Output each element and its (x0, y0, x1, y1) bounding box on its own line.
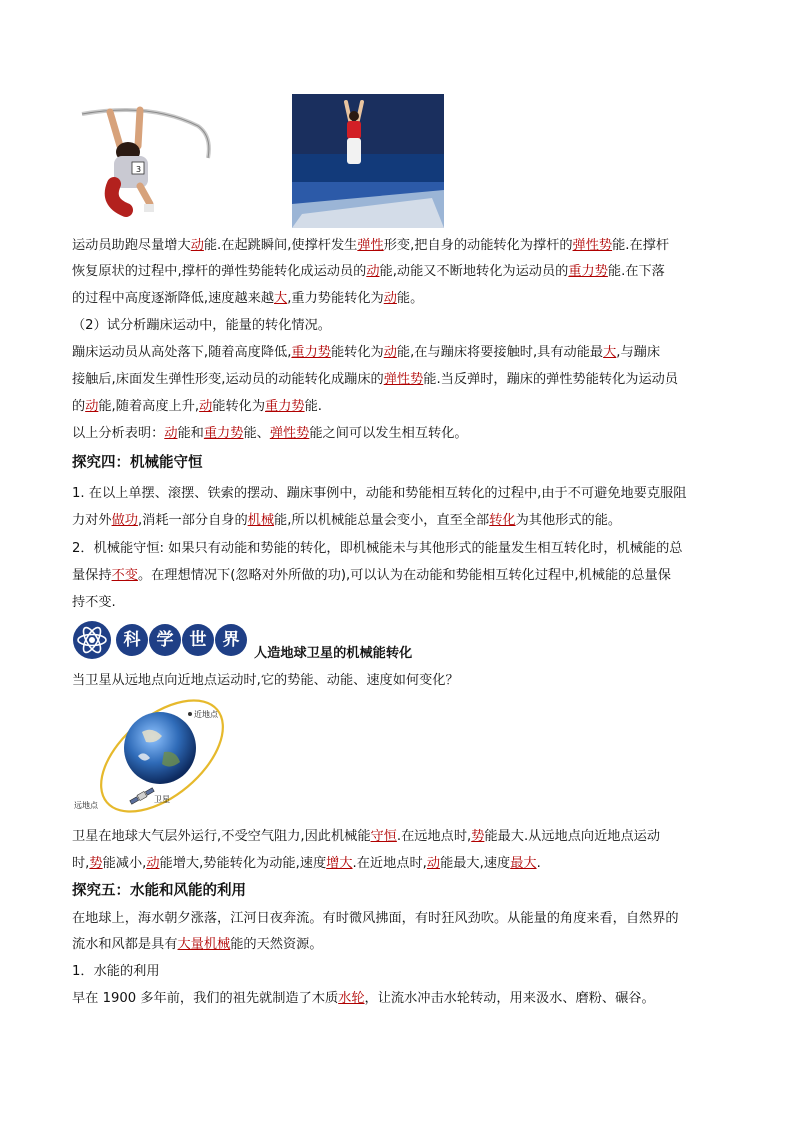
text: 能增大,势能转化为动能,速度 (159, 856, 327, 871)
apogee-label: 远地点 (74, 801, 98, 810)
text: 能.在起跳瞬间,使撑杆发生 (203, 238, 358, 253)
answer-blank: 弹性势 (572, 238, 613, 253)
answer-blank: 守恒 (370, 829, 397, 844)
text: .在远地点时, (396, 829, 472, 844)
perigee-label: 近地点 (194, 710, 218, 719)
text: 能.在下落 (607, 264, 665, 279)
question-2: （2）试分析蹦床运动中，能量的转化情况。 (72, 318, 331, 333)
text: 能减小, (102, 856, 147, 871)
answer-blank: 动 (85, 399, 99, 414)
paragraph-line (72, 424, 468, 444)
text: 能,随着高度上升, (98, 399, 200, 414)
text: 的过程中高度逐渐降低,速度越来越 (72, 291, 275, 306)
answer-blank: 增大 (326, 856, 353, 871)
text: 。在理想情况下(忽略对外所做的功),可以认为在动能和势能相互转化过程中,机械能的总量保 (137, 568, 671, 583)
text: 卫星在地球大气层外运行,不受空气阻力,因此机械能 (72, 829, 371, 844)
text: 运动员助跑尽量增大 (72, 238, 191, 253)
text: 能,在与蹦床将要接触时,具有动能最 (396, 345, 604, 360)
text: 能最大,速度 (440, 856, 511, 871)
answer-blank: 做功 (111, 513, 138, 528)
paragraph-line (72, 593, 116, 613)
text: 为其他形式的能。 (515, 513, 622, 528)
text: 的 (72, 399, 86, 414)
answer-blank: 不变 (111, 568, 138, 583)
pole-vaulter-photo (80, 106, 220, 222)
answer-blank: 动 (366, 264, 380, 279)
answer-blank: 大量 (177, 937, 204, 952)
paragraph-line (72, 854, 541, 874)
trampoline-athlete-photo (292, 94, 444, 228)
text: 形变,把自身的动能转化为撑杆的 (383, 238, 573, 253)
text: 能之间可以发生相互转化。 (309, 426, 468, 441)
text: 流水和风都是具有 (72, 937, 178, 952)
text: 1. 在以上单摆、滚摆、铁索的摆动、蹦床事例中，动能和势能相互转化的过程中,由于不可避免地要克服阻 (72, 486, 687, 501)
answer-blank: 弹性势 (269, 426, 310, 441)
atom-icon (72, 620, 112, 660)
answer-blank: 弹性势 (383, 372, 424, 387)
answer-blank: 动 (199, 399, 213, 414)
text: ,消耗一部分自身的 (137, 513, 248, 528)
banner-char: 界 (215, 624, 247, 656)
text: 2．机械能守恒: 如果只有动能和势能的转化，即机械能未与其他形式的能量发生相互转化时，机械能的总 (72, 541, 683, 556)
answer-blank: 大 (274, 291, 288, 306)
text: 能的天然资源。 (230, 937, 323, 952)
answer-blank: 重力势 (568, 264, 608, 279)
svg-text:3: 3 (136, 165, 142, 174)
text: 恢复原状的过程中,撑杆的弹性势能转化成运动员的 (72, 264, 367, 279)
paragraph-line (72, 484, 686, 504)
answer-blank: 动 (426, 856, 441, 871)
answer-blank: 大 (603, 345, 617, 360)
banner-char: 世 (182, 624, 214, 656)
paragraph-line (72, 539, 682, 559)
answer-blank: 转化 (489, 513, 516, 528)
paragraph-line (72, 511, 621, 531)
answer-blank: 动 (190, 238, 204, 253)
text: 接触后,床面发生弹性形变,运动员的动能转化成蹦床的 (72, 372, 384, 387)
text: 能.当反弹时，蹦床的弹性势能转化为运动员 (423, 372, 679, 387)
paragraph-line (72, 827, 660, 847)
text: 早在 1900 多年前，我们的祖先就制造了木质 (72, 991, 339, 1006)
text: 力对外 (72, 513, 112, 528)
text: 时, (72, 856, 90, 871)
text: 以上分析表明： (72, 426, 165, 441)
satellite-label: 卫星 (154, 795, 170, 804)
text: ,与蹦床 (616, 345, 661, 360)
answer-blank: 机械 (203, 937, 231, 952)
text: 能。 (396, 291, 424, 306)
text: 能转化为 (330, 345, 384, 360)
satellite-question: 当卫星从远地点向近地点运动时,它的势能、动能、速度如何变化？ (72, 673, 459, 688)
answer-blank: 动 (146, 856, 160, 871)
section-heading: 探究五：水能和风能的利用 (72, 883, 246, 899)
text: 能.在撑杆 (612, 238, 670, 253)
paragraph-line (72, 397, 322, 417)
paragraph-line (72, 370, 678, 390)
subsection-heading: 1．水能的利用 (72, 964, 160, 979)
answer-blank: 最大 (510, 856, 537, 871)
answer-blank: 势 (471, 829, 485, 844)
paragraph-line (72, 935, 323, 955)
earth-orbit-diagram (72, 698, 224, 818)
paragraph-line (72, 262, 665, 282)
answer-blank: 动 (383, 345, 397, 360)
text: 能. (304, 399, 322, 414)
answer-blank: 弹性 (357, 238, 384, 253)
answer-blank: 动 (164, 426, 178, 441)
text: ,重力势能转化为 (287, 291, 384, 306)
text: 能,所以机械能总量会变小，直至全部 (274, 513, 490, 528)
text: ，让流水冲击水轮转动，用来汲水、磨粉、碾谷。 (364, 991, 655, 1006)
paragraph-line (72, 566, 671, 586)
answer-blank: 重力势 (265, 399, 305, 414)
paragraph-line (72, 289, 423, 309)
text: 持不变. (72, 595, 116, 610)
answer-blank: 重力势 (291, 345, 331, 360)
paragraph-line (72, 989, 655, 1009)
paragraph-line (72, 236, 669, 256)
text: 能,动能又不断地转化为运动员的 (379, 264, 569, 279)
science-world-banner (72, 620, 242, 660)
text: 能最大.从远地点向近地点运动 (484, 829, 661, 844)
paragraph-line (72, 343, 660, 363)
text: . (536, 856, 541, 871)
answer-blank: 机械 (247, 513, 275, 528)
section-heading: 探究四：机械能守恒 (72, 455, 203, 471)
answer-blank: 势 (89, 856, 103, 871)
answer-blank: 水轮 (338, 991, 365, 1006)
paragraph-line (72, 909, 679, 929)
text: 蹦床运动员从高处落下,随着高度降低, (72, 345, 292, 360)
text: .在近地点时, (352, 856, 427, 871)
banner-char: 学 (149, 624, 181, 656)
answer-blank: 重力势 (203, 426, 244, 441)
text: 能、 (243, 426, 270, 441)
science-world-title: 人造地球卫星的机械能转化 (254, 646, 413, 661)
text: 能转化为 (212, 399, 266, 414)
text: 能和 (177, 426, 204, 441)
text: 在地球上，海水朝夕涨落，江河日夜奔流。有时微风拂面，有时狂风劲吹。从能量的角度来看，自然界的 (72, 911, 679, 926)
banner-char: 科 (116, 624, 148, 656)
answer-blank: 动 (383, 291, 397, 306)
text: 量保持 (72, 568, 112, 583)
